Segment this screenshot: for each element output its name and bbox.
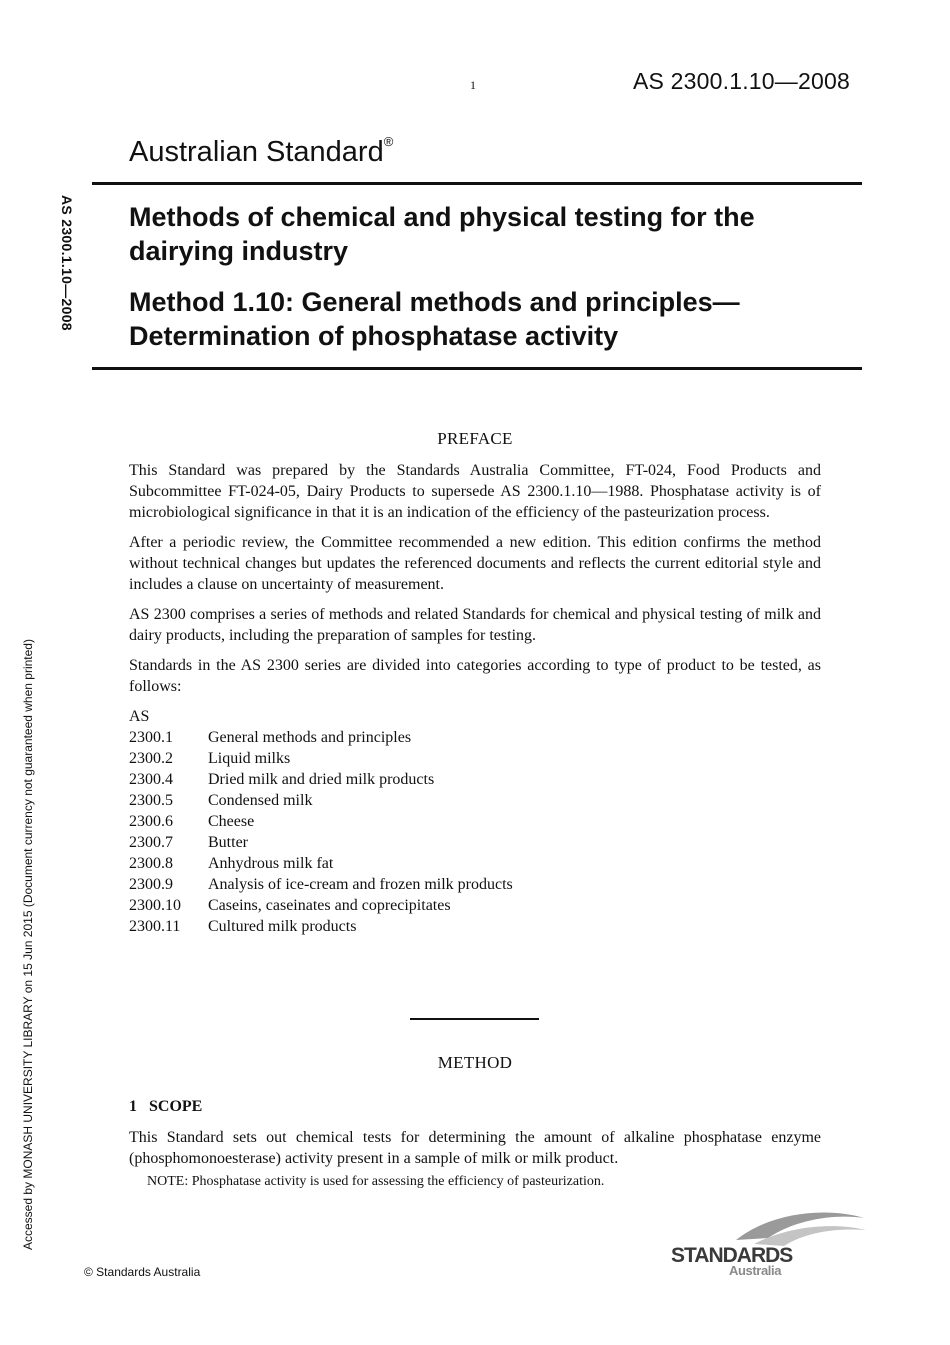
title-rule-bottom	[92, 367, 862, 370]
series-list	[129, 727, 821, 937]
method-heading: METHOD	[437, 1053, 513, 1072]
series-name: Caseins, caseinates and coprecipitates	[208, 897, 451, 914]
preface-paragraph: AS 2300 comprises a series of methods and related Standards for chemical and physical testing of milk and dairy products, including the preparation of samples for testing.	[129, 606, 821, 644]
list-item	[129, 811, 821, 832]
list-item	[129, 916, 821, 937]
series-name: Anhydrous milk fat	[208, 855, 334, 872]
page-number: 1	[470, 78, 476, 92]
series-code: 2300.5	[129, 792, 173, 809]
main-title: Methods of chemical and physical testing for the dairying industry	[129, 202, 755, 266]
registered-mark: ®	[383, 134, 394, 149]
list-item	[129, 769, 821, 790]
method-subtitle: Method 1.10: General methods and principles—Determination of phosphatase activity	[129, 287, 740, 351]
preface-paragraph: Standards in the AS 2300 series are divided into categories according to type of product to be tested, as follows:	[129, 657, 821, 695]
series-name: Dried milk and dried milk products	[208, 771, 435, 788]
series-code: 2300.1	[129, 729, 173, 746]
preface-paragraph: After a periodic review, the Committee recommended a new edition. This edition confirms the method without technical changes but updates the referenced documents and reflects the current editorial style and includes a clause on uncertainty of measurement.	[129, 534, 821, 593]
series-title	[129, 136, 393, 169]
copyright-notice: © Standards Australia	[84, 1265, 201, 1279]
scope-paragraph: This Standard sets out chemical tests for determining the amount of alkaline phosphatase enzyme (phosphomonoesterase) activity present in a sample of milk or milk product.	[129, 1129, 821, 1167]
scope-title: SCOPE	[149, 1098, 203, 1115]
series-name: Liquid milks	[208, 750, 291, 767]
access-watermark: Accessed by MONASH UNIVERSITY LIBRARY on 15 Jun 2015 (Document currency not guaranteed when printed)	[21, 639, 35, 1250]
document-code: AS 2300.1.10—2008	[633, 68, 850, 94]
preface-body	[129, 460, 821, 937]
preface-paragraph: This Standard was prepared by the Standards Australia Committee, FT-024, Food Products and Subcommittee FT-024-05, Dairy Products to supersede AS 2300.1.10—1988. Phosphatase activity is of microbiological significance in that it is an indication of the efficiency of the pasteurization process.	[129, 462, 821, 521]
scope-heading	[129, 1098, 202, 1116]
section-divider	[410, 1018, 539, 1020]
list-item	[129, 874, 821, 895]
series-name: General methods and principles	[208, 729, 412, 746]
series-code: 2300.4	[129, 771, 173, 788]
series-name: Condensed milk	[208, 792, 313, 809]
logo-wordmark: STANDARDS	[671, 1244, 793, 1267]
series-name: Cultured milk products	[208, 918, 357, 935]
list-item	[129, 748, 821, 769]
list-item	[129, 853, 821, 874]
series-code: 2300.8	[129, 855, 173, 872]
scope-note: NOTE: Phosphatase activity is used for assessing the efficiency of pasteurization.	[147, 1174, 605, 1189]
list-item	[129, 895, 821, 916]
title-rule-top	[92, 182, 862, 185]
list-item	[129, 832, 821, 853]
side-document-code: AS 2300.1.10—2008	[59, 195, 75, 331]
standards-australia-logo	[668, 1208, 868, 1280]
series-code: 2300.11	[129, 918, 181, 935]
scope-number: 1	[129, 1098, 137, 1115]
preface-heading: PREFACE	[437, 429, 513, 448]
list-item	[129, 790, 821, 811]
series-code: 2300.2	[129, 750, 173, 767]
series-title-text: Australian Standard	[129, 136, 384, 168]
series-name: Analysis of ice-cream and frozen milk products	[208, 876, 513, 893]
series-name: Cheese	[208, 813, 255, 830]
list-item	[129, 727, 821, 748]
series-code: 2300.6	[129, 813, 173, 830]
logo-subtitle: Australia	[729, 1263, 782, 1278]
series-list-label: AS	[129, 708, 150, 725]
series-name: Butter	[208, 834, 248, 851]
scope-body	[129, 1127, 821, 1178]
series-code: 2300.10	[129, 897, 181, 914]
swoosh-logo-icon	[728, 1208, 868, 1248]
series-code: 2300.9	[129, 876, 173, 893]
series-code: 2300.7	[129, 834, 173, 851]
